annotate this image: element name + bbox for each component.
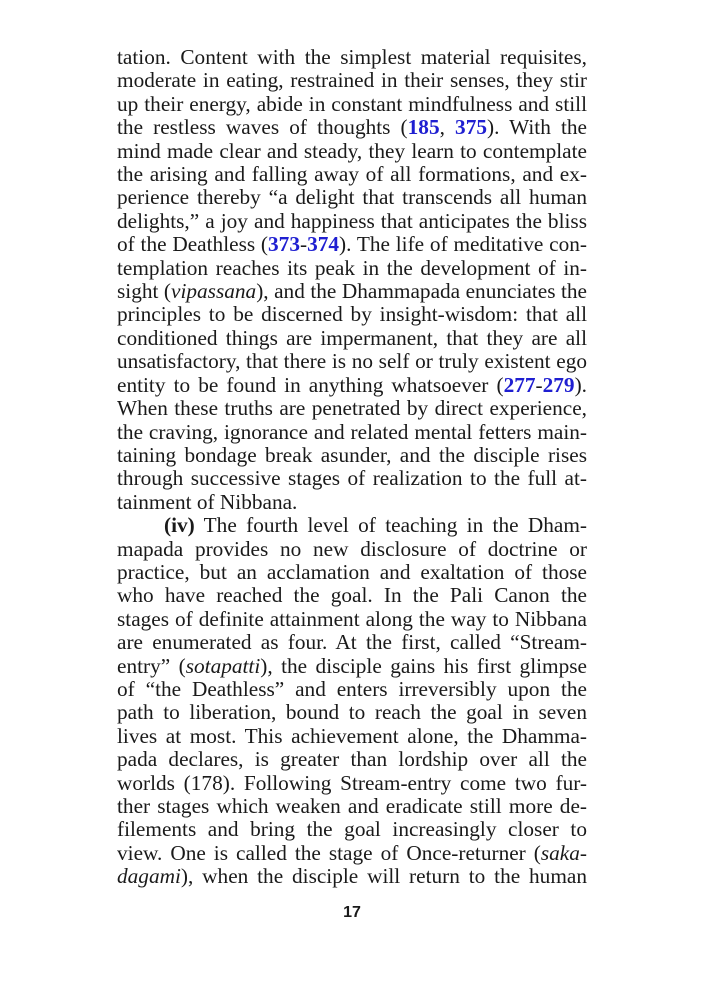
text-segment: through successive stages of realization to the full at- xyxy=(117,466,587,491)
text-line xyxy=(117,865,587,888)
italic-term: sotapatti xyxy=(185,653,261,678)
text-segment: delights,” a joy and happiness that anticipates the bliss xyxy=(117,208,587,233)
text-segment: sight ( xyxy=(117,279,171,304)
text-segment: tainment of Nibbana. xyxy=(117,489,298,514)
text-segment: ). The life of meditative con- xyxy=(339,232,587,257)
text-line xyxy=(117,514,587,537)
page-body xyxy=(117,46,587,889)
text-segment: conditioned things are impermanent, that they are all xyxy=(117,325,587,350)
text-segment: worlds (178). Following Stream-entry come two fur- xyxy=(117,770,587,795)
text-line xyxy=(117,257,587,280)
text-line xyxy=(117,397,587,420)
text-segment: entity to be found in anything whatsoever ( xyxy=(117,372,504,397)
text-segment: who have reached the goal. In the Pali Canon the xyxy=(117,583,587,608)
verse-reference-link[interactable]: 374 xyxy=(307,232,340,257)
text-line xyxy=(117,491,587,514)
text-line xyxy=(117,701,587,724)
text-line xyxy=(117,538,587,561)
text-segment: practice, but an acclamation and exaltation of those xyxy=(117,559,587,584)
text-segment: perience thereby “a delight that transcends all human xyxy=(117,185,587,210)
text-line xyxy=(117,444,587,467)
text-line xyxy=(117,725,587,748)
text-line xyxy=(117,584,587,607)
italic-term: vipassana xyxy=(171,279,257,304)
text-line xyxy=(117,818,587,841)
text-segment: ), the disciple gains his first glimpse xyxy=(260,653,587,678)
text-line xyxy=(117,421,587,444)
text-line xyxy=(117,163,587,186)
text-line xyxy=(117,233,587,256)
page-number: 17 xyxy=(343,903,361,921)
text-segment: ), when the disciple will return to the human xyxy=(180,864,587,889)
verse-reference-link[interactable]: 375 xyxy=(455,115,487,140)
text-segment: ). With the xyxy=(487,115,587,140)
text-segment: unsatisfactory, that there is no self or truly existent ego xyxy=(117,349,587,374)
text-segment: moderate in eating, restrained in their senses, they stir xyxy=(117,68,587,93)
text-segment: stages of definite attainment along the way to Nibbana xyxy=(117,606,587,631)
text-segment: mapada provides no new disclosure of doctrine or xyxy=(117,536,587,561)
text-segment: - xyxy=(535,372,543,397)
verse-reference-link[interactable]: 373 xyxy=(268,232,300,257)
text-segment: tation. Content with the simplest material requisites, xyxy=(117,45,587,69)
text-segment: , xyxy=(439,115,456,140)
text-line xyxy=(117,467,587,490)
text-line xyxy=(117,69,587,92)
text-line xyxy=(117,772,587,795)
text-segment: of “the Deathless” and enters irreversibly upon the xyxy=(117,676,587,701)
text-line xyxy=(117,678,587,701)
text-line xyxy=(117,374,587,397)
text-line xyxy=(117,561,587,584)
text-line xyxy=(117,795,587,818)
text-line xyxy=(117,842,587,865)
text-line xyxy=(117,46,587,69)
text-segment: the arising and falling away of all formations, and ex- xyxy=(117,162,587,187)
text-segment: up their energy, abide in constant mindfulness and still xyxy=(117,91,587,116)
text-line xyxy=(117,350,587,373)
text-segment: templation reaches its peak in the development of in- xyxy=(117,255,587,280)
verse-reference-link[interactable]: 277 xyxy=(503,372,536,397)
text-line xyxy=(117,655,587,678)
text-line xyxy=(117,210,587,233)
text-line xyxy=(117,280,587,303)
text-segment: ther stages which weaken and eradicate still more de- xyxy=(117,794,587,818)
text-segment: of the Deathless ( xyxy=(117,232,269,257)
text-line xyxy=(117,93,587,116)
text-line xyxy=(117,631,587,654)
text-segment: the craving, ignorance and related mental fetters main- xyxy=(117,419,587,444)
text-line xyxy=(117,608,587,631)
text-line xyxy=(117,303,587,326)
text-segment: taining bondage break asunder, and the disciple rises xyxy=(117,442,587,467)
section-label: (iv) xyxy=(164,513,195,538)
text-line xyxy=(117,327,587,350)
text-line xyxy=(117,748,587,771)
text-segment: lives at most. This achievement alone, the Dhamma- xyxy=(117,723,587,748)
italic-term: saka- xyxy=(540,840,587,865)
text-line xyxy=(117,186,587,209)
text-segment: When these truths are penetrated by direct experience, xyxy=(117,396,587,421)
text-segment: view. One is called the stage of Once-returner ( xyxy=(117,840,541,865)
text-segment: ). xyxy=(574,372,587,397)
verse-reference-link[interactable]: 279 xyxy=(542,372,575,397)
text-segment: are enumerated as four. At the first, called “Stream- xyxy=(117,630,587,655)
text-segment: path to liberation, bound to reach the goal in seven xyxy=(117,700,587,725)
italic-term: dagami xyxy=(117,864,181,889)
text-segment: pada declares, is greater than lordship over all the xyxy=(117,747,587,772)
text-segment: mind made clear and steady, they learn to contemplate xyxy=(117,138,587,163)
text-segment: the restless waves of thoughts ( xyxy=(117,115,408,140)
text-segment: The fourth level of teaching in the Dham- xyxy=(194,513,587,538)
text-line xyxy=(117,140,587,163)
text-segment: entry” ( xyxy=(117,653,186,678)
text-segment: - xyxy=(299,232,308,257)
verse-reference-link[interactable]: 185 xyxy=(407,115,440,140)
text-segment: filements and bring the goal increasingly closer to xyxy=(117,817,587,842)
text-segment: principles to be discerned by insight-wisdom: that all xyxy=(117,302,587,327)
text-line xyxy=(117,116,587,139)
text-segment: ), and the Dhammapada enunciates the xyxy=(256,279,587,304)
